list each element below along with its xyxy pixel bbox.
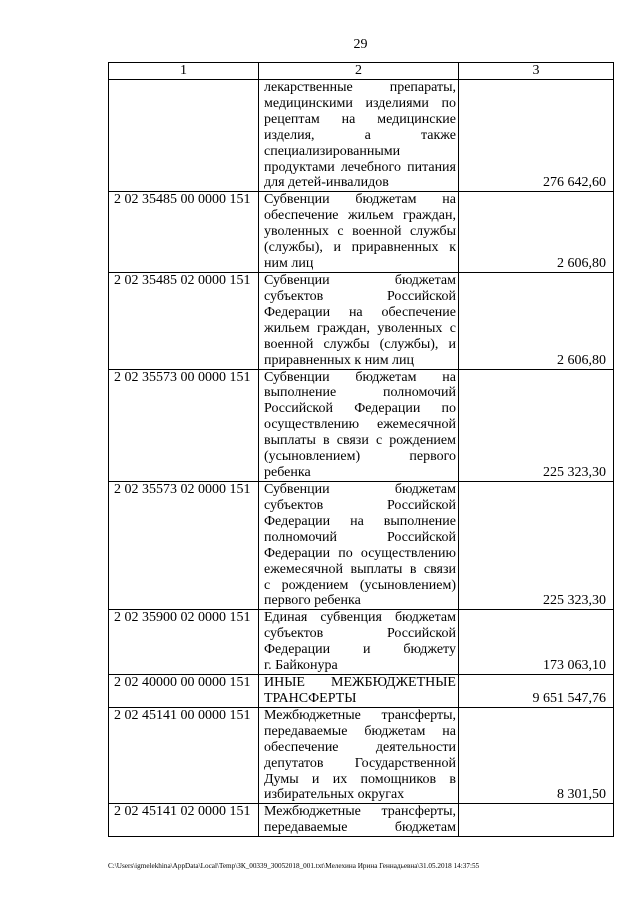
description-cell — [259, 707, 459, 804]
description-cell — [259, 804, 459, 837]
description-line: (службы), и приравненных к — [264, 240, 456, 256]
description-line: Субвенции бюджетам — [264, 481, 456, 497]
amount-cell: 2 606,80 — [459, 272, 614, 369]
description-line: первого ребенка — [264, 593, 361, 609]
description-line: Федерации на обеспечение — [264, 304, 456, 320]
amount-cell: 225 323,30 — [459, 481, 614, 609]
budget-table — [108, 62, 614, 837]
budget-code-cell: 2 02 35485 02 0000 151 — [109, 272, 259, 369]
page-number: 29 — [353, 37, 368, 52]
budget-code-cell: 2 02 35900 02 0000 151 — [109, 610, 259, 675]
description-cell — [259, 481, 459, 609]
description-line: осуществлению ежемесячной — [264, 417, 456, 433]
description-cell — [259, 675, 459, 708]
description-line: продуктами лечебного питания — [264, 159, 456, 175]
description-line: Думы и их помощников в — [264, 771, 456, 787]
description-line: (усыновлением) первого — [264, 449, 456, 465]
description-cell — [259, 369, 459, 481]
column-header-3: 3 — [459, 63, 614, 80]
budget-code-cell: 2 02 35485 00 0000 151 — [109, 192, 259, 273]
file-path-footer: C:\Users\igmelekhina\AppData\Local\Temp\ЗК_00339_30052018_001.txt\Мелехина Ирина Геннадьевна\31.05.2018 14:37:55 — [108, 862, 480, 870]
budget-code-cell: 2 02 40000 00 0000 151 — [109, 675, 259, 708]
column-header-2: 2 — [259, 63, 459, 80]
description-line: выплаты в связи с рождением — [264, 433, 456, 449]
description-line: Субвенции бюджетам на — [264, 369, 456, 385]
description-cell — [259, 79, 459, 191]
description-line: Единая субвенция бюджетам — [264, 610, 456, 626]
table-header — [109, 63, 614, 80]
description-line: изделия, а также — [264, 127, 456, 143]
budget-code-cell: 2 02 45141 02 0000 151 — [109, 804, 259, 837]
table-row — [109, 610, 614, 675]
table-row — [109, 272, 614, 369]
description-line: Федерации на выполнение — [264, 513, 456, 529]
description-line: Субвенции бюджетам — [264, 272, 456, 288]
description-line: Субвенции бюджетам на — [264, 192, 456, 208]
description-line: медицинскими изделиями по — [264, 95, 456, 111]
budget-code-cell: 2 02 35573 00 0000 151 — [109, 369, 259, 481]
description-line: депутатов Государственной — [264, 755, 456, 771]
description-line: Российской Федерации по — [264, 401, 456, 417]
description-line: жильем граждан, уволенных с — [264, 320, 456, 336]
table-row — [109, 192, 614, 273]
description-line: приравненных к ним лиц — [264, 352, 415, 368]
table-body — [109, 79, 614, 836]
table-row — [109, 804, 614, 837]
description-line: для детей-инвалидов — [264, 175, 389, 191]
amount-cell: 173 063,10 — [459, 610, 614, 675]
amount-cell: 8 301,50 — [459, 707, 614, 804]
description-line: рецептам на медицинские — [264, 111, 456, 127]
description-line: ТРАНСФЕРТЫ — [264, 690, 357, 706]
header-row — [109, 63, 614, 80]
budget-code-cell: 2 02 45141 00 0000 151 — [109, 707, 259, 804]
description-line: г. Байконура — [264, 658, 338, 674]
amount-cell: 2 606,80 — [459, 192, 614, 273]
amount-cell: 225 323,30 — [459, 369, 614, 481]
table-row — [109, 707, 614, 804]
description-line: избирательных округах — [264, 787, 405, 803]
description-line: обеспечение жильем граждан, — [264, 208, 456, 224]
description-line: субъектов Российской — [264, 497, 456, 513]
description-line: лекарственные препараты, — [264, 79, 456, 95]
table-row — [109, 79, 614, 191]
description-line: обеспечение деятельности — [264, 739, 456, 755]
description-line: Межбюджетные трансферты, — [264, 804, 456, 820]
description-cell — [259, 272, 459, 369]
amount-cell: 276 642,60 — [459, 79, 614, 191]
amount-cell: 9 651 547,76 — [459, 675, 614, 708]
description-line: ИНЫЕ МЕЖБЮДЖЕТНЫЕ — [264, 675, 456, 691]
description-line: ребенка — [264, 465, 311, 481]
budget-code-cell: 2 02 35573 02 0000 151 — [109, 481, 259, 609]
column-header-1: 1 — [109, 63, 259, 80]
description-line: передаваемые бюджетам на — [264, 723, 456, 739]
amount-cell — [459, 804, 614, 837]
budget-code-cell — [109, 79, 259, 191]
description-line: Межбюджетные трансферты, — [264, 707, 456, 723]
table-row — [109, 369, 614, 481]
description-line: специализированными — [264, 143, 401, 159]
table-row — [109, 481, 614, 609]
description-line: Федерации по осуществлению — [264, 545, 456, 561]
description-line: ежемесячной выплаты в связи — [264, 561, 456, 577]
description-line: передаваемые бюджетам — [264, 820, 456, 836]
description-cell — [259, 192, 459, 273]
description-line: субъектов Российской — [264, 288, 456, 304]
description-line: выполнение полномочий — [264, 385, 456, 401]
description-cell — [259, 610, 459, 675]
description-line: уволенных с военной службы — [264, 224, 456, 240]
description-line: субъектов Российской — [264, 626, 456, 642]
description-line: с рождением (усыновлением) — [264, 577, 456, 593]
description-line: ним лиц — [264, 256, 314, 272]
description-line: военной службы (службы), и — [264, 336, 456, 352]
table-row — [109, 675, 614, 708]
description-line: Федерации и бюджету — [264, 642, 456, 658]
description-line: полномочий Российской — [264, 529, 456, 545]
